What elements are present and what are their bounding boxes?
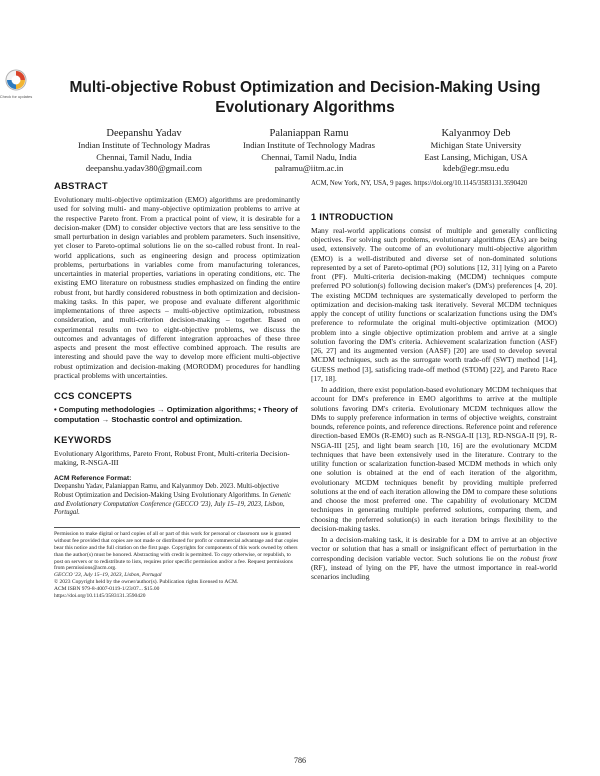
para-3-text-b: (RF), instead of lying on the PF, have the utmost importance in real-world scenarios including [311, 562, 557, 582]
paper-title: Multi-objective Robust Optimization and Decision-Making Using Evolutionary Algorithms [69, 79, 541, 116]
permission-isbn: ACM ISBN 979-8-4007-0119-1/23/07... $15.00 [54, 585, 160, 592]
author-location: Chennai, Tamil Nadu, India [96, 151, 192, 162]
permission-notice [54, 527, 300, 599]
author-name: Kalyanmoy Deb [441, 128, 511, 139]
reference-format-tail: ACM, New York, NY, USA, 9 pages. https://doi.org/10.1145/3583131.3590420 [311, 180, 528, 187]
author-email[interactable]: deepanshu.yadav380@gmail.com [85, 163, 203, 173]
author-name: Palaniappan Ramu [269, 128, 349, 139]
keywords-text: Evolutionary Algorithms, Pareto Front, Robust Front, Multi-criteria Decision-making, R-NSGA-III [54, 449, 290, 468]
permission-copyright: © 2023 Copyright held by the owner/author(s). Publication rights licensed to ACM. [54, 579, 239, 586]
left-column [54, 180, 300, 600]
reference-format-heading: ACM Reference Format: [54, 474, 132, 482]
introduction-para-3 [311, 535, 557, 581]
author-2 [219, 127, 399, 175]
author-email[interactable]: kdeb@egr.msu.edu [442, 163, 510, 173]
keywords-heading: KEYWORDS [54, 434, 112, 446]
right-column [311, 180, 557, 581]
abstract-heading: ABSTRACT [54, 180, 108, 191]
reference-venue: Genetic and Evolutionary Computation Conference (GECCO '23), July 15–19, 2023, Lisbon, Portugal. [54, 491, 291, 517]
introduction-para-2: In addition, there exist population-based evolutionary MCDM techniques that account for DM's preference in EMO algorithms to arrive at the multiple solutions favoring DM's criteria. Evolutionary MCDM techniques allow the DMs to supply preference information in terms of objective weights, constraint bounds, reference points, and reference directions. Reference point and reference direction-based EMOs (R-EMO) such as R-NSGA-II [13], RD-NSGA-II [9], R-NSGA-III [25], and light beam search [10, 16] are the evolutionary MCDM techniques that have been extensively used in the literature. Contrary to the utility function or scalarization function-based MCDM methods in which only one solution is obtained at the end of each iteration of the algorithm, evolutionary MCDM techniques benefit by providing multiple preferred solutions at the end of each iteration allowing the DM to compare these solutions and choose the most preferred one. The capability of evolutionary MCDM techniques in generating multiple preferred solutions, comparing them, and choosing the preferred solution(s) in each iteration brings flexibility to the decision-making tasks. [311, 385, 557, 533]
permission-conference: GECCO '23, July 15–19, 2023, Lisbon, Portugal [54, 572, 162, 579]
page-number: 786 [294, 756, 306, 765]
ccs-text: • Computing methodologies → Optimization algorithms; • Theory of computation → Stochastic control and optimization. [54, 405, 298, 424]
reference-format-text [54, 483, 300, 518]
author-affiliation: Indian Institute of Technology Madras [243, 140, 375, 150]
introduction-heading: 1 INTRODUCTION [311, 211, 394, 222]
author-block [0, 127, 600, 177]
author-location: Chennai, Tamil Nadu, India [261, 151, 357, 162]
para-3-emphasis: robust front [520, 553, 557, 563]
author-affiliation: Michigan State University [430, 140, 522, 150]
author-location: East Lansing, Michigan, USA [424, 151, 528, 162]
abstract-text: Evolutionary multi-objective optimization (EMO) algorithms are predominantly used for solving multi- and many-objective optimization problems to arrive at the respective Pareto front. From a practical point of view, it is desirable for a decision-maker (DM) to consider objective vectors that are less sensitive to the small perturbation in design variables and problem parameters. Such insensitive, yet closer to Pareto-optimal solutions lie on the so-called robust front. In real-world applications, such as engineering design and process optimization problems, perturbations in variables come from manufacturing tolerances, uncertainties in material properties, variations in operating conditions, etc. The existing EMO literature on robustness studies emphasized on finding the entire robust front, but hardly considered robustness in both optimization and decision-making tasks. In this paper, we propose and evaluate different algorithmic implementations of three aspects – multi-objective optimization, robustness consideration, and multi-criterion decision-making – together. Based on experimental results on two to eight-objective problems, we discuss the outcomes and advantages of different integration approaches of these three aspects and present the most effective combined approach. The results are interesting and should pave the way to develop more efficient multi-objective robust optimization and decision-making (MORODM) procedures for handling practical problems with uncertainties. [54, 195, 300, 380]
reference-authors: Deepanshu Yadav, Palaniappan Ramu, and Kalyanmoy Deb. 2023. Multi-objective Robust Optimization and Decision-Making Using Evolutionary Algorithms. In [54, 482, 280, 499]
introduction-para-1: Many real-world applications consist of multiple and generally conflicting objectives. For solving such problems, evolutionary algorithms (EAs) are being used, extensively. The outcome of an evolutionary multi-objective algorithm (EMO) is a well-distributed and diverse set of non-dominated solutions represented by a set of Pareto-optimal (PO) solutions [12, 31] lying on a Pareto front (PF). Multi-criteria decision-making (MCDM) techniques compute preferred PO solution(s) following decision maker's (DM's) preferences [4, 20]. The existing MCDM techniques are systematically developed to perform the optimization and decision-making task iteratively. Several MCDM techniques apply the concept of utility functions or scalarization functions using the DM's preference to reformulate the original multi-objective optimization (MOO) problem into a single objective optimization problem and arrive at a single solution favoring the DM's criteria. Achievement scalarization function (ASF) [26, 27] and its augmented version (AASF) [20] are used to develop several MCDM techniques, such as the surrogate worth trade-off (SWT) method [14], GUESS method [3], satisficing trade-off method (STOM) [22], and Pareto Race [17, 18]. [311, 225, 557, 383]
author-email[interactable]: palramu@iitm.ac.in [274, 163, 344, 173]
check-for-updates-logo[interactable] [0, 68, 33, 108]
author-name: Deepanshu Yadav [106, 128, 182, 139]
author-affiliation: Indian Institute of Technology Madras [78, 140, 210, 150]
ccs-heading: CCS CONCEPTS [54, 390, 133, 401]
author-1 [54, 127, 234, 175]
author-3 [396, 127, 556, 175]
permission-doi[interactable]: https://doi.org/10.1145/3583131.3590420 [54, 592, 146, 599]
para-3-text-a: In a decision-making task, it is desirable for a DM to arrive at an objective vector or solution that has a small or insignificant effect of perturbation in the corresponding decision variable vector. Such solutions lie on the [311, 535, 557, 563]
permission-text: Permission to make digital or hard copies of all or part of this work for personal or classroom use is granted without fee provided that copies are not made or distributed for profit or commercial advantage and that copies bear this notice and the full citation on the first page. Copyrights for components of this work owned by others than the author(s) must be honored. Abstracting with credit is permitted. To copy otherwise, or republish, to post on servers or to redistribute to lists, requires prior specific permission and/or a fee. Request permissions from permissions@acm.org. [54, 531, 299, 572]
logo-caption: Check for updates [0, 94, 33, 99]
